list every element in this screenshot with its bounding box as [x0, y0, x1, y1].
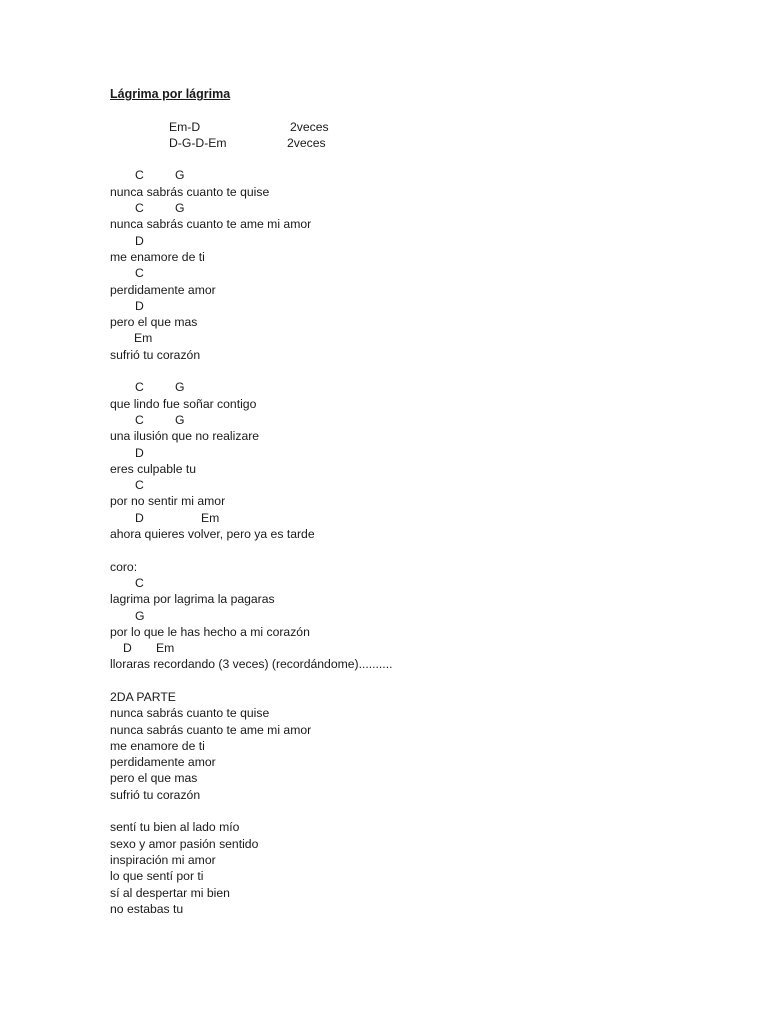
lyric-line: sentí tu bien al lado mío	[110, 820, 240, 835]
chord: G	[175, 201, 185, 216]
spacer	[110, 363, 710, 379]
chord-line	[110, 608, 710, 624]
chord: C	[135, 168, 144, 183]
chord: Em	[201, 510, 220, 525]
chord: G	[135, 608, 145, 623]
chord: D	[135, 510, 144, 525]
chord-line	[110, 477, 710, 493]
chord: G	[175, 412, 185, 427]
lyric-line: nunca sabrás cuanto te ame mi amor	[110, 217, 312, 232]
lyric-line: lo que sentí por ti	[110, 869, 204, 884]
lyric-line: perdidamente amor	[110, 755, 216, 770]
lyric-line: nunca sabrás cuanto te quise	[110, 706, 270, 721]
spacer	[110, 151, 710, 167]
chord: G	[175, 380, 185, 395]
lyric-line: lloraras recordando (3 veces) (recordándome)..........	[110, 657, 393, 672]
part2-label: 2DA PARTE	[110, 689, 176, 704]
chord-line	[110, 298, 710, 314]
chord-line	[110, 330, 710, 346]
lyric-line: pero el que mas	[110, 315, 198, 330]
chord-line	[110, 379, 710, 395]
spacer	[110, 673, 710, 689]
lyric-line: me enamore de ti	[110, 249, 205, 264]
chord-line	[110, 412, 710, 428]
song-sheet	[110, 86, 710, 917]
spacer	[110, 542, 710, 558]
chord: D	[135, 445, 144, 460]
spacer	[110, 102, 710, 118]
song-title: Lágrima por lágrima	[110, 87, 231, 101]
chord: G	[175, 168, 185, 183]
chord: C	[135, 478, 144, 493]
chord-line	[110, 200, 710, 216]
chord: Em	[134, 331, 153, 346]
chord: C	[135, 575, 144, 590]
lyric-line: nunca sabrás cuanto te ame mi amor	[110, 722, 312, 737]
chord: C	[135, 201, 144, 216]
lyric-line: que lindo fue soñar contigo	[110, 396, 257, 411]
chord-line	[110, 575, 710, 591]
lyric-line: inspiración mi amor	[110, 852, 216, 867]
intro-chords: D-G-D-Em	[169, 135, 227, 150]
lyric-line: nunca sabrás cuanto te quise	[110, 184, 270, 199]
lyric-line: sufrió tu corazón	[110, 787, 201, 802]
lyric-line: por no sentir mi amor	[110, 494, 226, 509]
chord: Em	[156, 641, 175, 656]
intro-line	[110, 135, 710, 151]
lyric-line: por lo que le has hecho a mi corazón	[110, 624, 310, 639]
lyric-line: eres culpable tu	[110, 461, 197, 476]
chord-line	[110, 233, 710, 249]
lyric-line: sufrió tu corazón	[110, 347, 201, 362]
lyric-line: lagrima por lagrima la pagaras	[110, 592, 275, 607]
chord: C	[135, 380, 144, 395]
intro-repeat: 2veces	[290, 119, 329, 134]
lyric-line: no estabas tu	[110, 901, 184, 916]
chord-line	[110, 265, 710, 281]
intro-chords: Em-D	[169, 119, 201, 134]
chord: D	[123, 641, 132, 656]
chord-line	[110, 510, 710, 526]
lyric-line: pero el que mas	[110, 771, 198, 786]
lyric-line: sí al despertar mi bien	[110, 885, 230, 900]
chord-line	[110, 167, 710, 183]
chord-line	[110, 445, 710, 461]
chord: C	[135, 412, 144, 427]
lyric-line: perdidamente amor	[110, 282, 216, 297]
lyric-line: me enamore de ti	[110, 738, 205, 753]
spacer	[110, 803, 710, 819]
chord: D	[135, 298, 144, 313]
chorus-label: coro:	[110, 559, 138, 574]
lyric-line: sexo y amor pasión sentido	[110, 836, 259, 851]
chord: C	[135, 266, 144, 281]
lyric-line: ahora quieres volver, pero ya es tarde	[110, 527, 315, 542]
intro-line	[110, 119, 710, 135]
intro-repeat: 2veces	[287, 135, 326, 150]
chord: D	[135, 233, 144, 248]
chord-line	[110, 640, 710, 656]
lyric-line: una ilusión que no realizare	[110, 429, 260, 444]
